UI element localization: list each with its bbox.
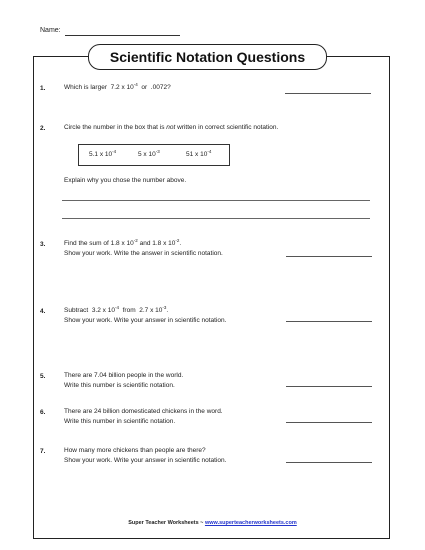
question-number-6: 6.	[40, 409, 46, 416]
q5-line-1: There are 7.04 billion people in the world.	[64, 372, 184, 379]
q2-prompt-not: not	[166, 124, 176, 131]
name-field-line[interactable]	[65, 35, 180, 36]
footer-brand: Super Teacher Worksheets	[128, 520, 199, 526]
q3-period: .	[179, 240, 182, 247]
answer-line-7[interactable]	[286, 462, 372, 463]
footer	[0, 520, 425, 526]
q1-prompt: Which is larger	[64, 84, 107, 91]
question-number-2: 2.	[40, 125, 46, 132]
q4-period: .	[166, 307, 169, 314]
answer-line-3[interactable]	[286, 256, 372, 257]
box-option-1-base: 5.1 x 10	[89, 151, 113, 158]
question-1-text	[64, 83, 171, 93]
q4-value-a-exp: -4	[114, 305, 119, 310]
q1-value-a-exp: -4	[133, 82, 138, 87]
frame-left-line	[33, 56, 34, 539]
q4-from: from	[122, 307, 136, 314]
q3-and: and	[139, 240, 151, 247]
box-option-3-base: 51 x 10	[186, 151, 208, 158]
q4-instructions: Show your work. Write your answer in scientific notation.	[64, 316, 227, 324]
answer-line-5[interactable]	[286, 386, 372, 387]
q1-value-a: 7.2 x 10	[110, 84, 134, 91]
box-option-2[interactable]	[138, 151, 160, 158]
answer-line-1[interactable]	[285, 93, 371, 94]
question-7-text	[64, 446, 226, 465]
q3-prompt: Find the sum of	[64, 240, 109, 247]
question-6-text	[64, 407, 223, 426]
q7-line-2: Show your work. Write your answer in scientific notation.	[64, 456, 227, 464]
q6-line-1: There are 24 billion domesticated chickens in the word.	[64, 408, 223, 415]
answer-line-4[interactable]	[286, 321, 372, 322]
question-2-text	[64, 123, 278, 133]
q7-line-1: How many more chickens than people are there?	[64, 447, 206, 454]
explain-line-2[interactable]	[62, 218, 370, 219]
q6-line-2: Write this number in scientific notation.	[64, 417, 176, 425]
answer-line-6[interactable]	[286, 422, 372, 423]
q4-prompt: Subtract	[64, 307, 89, 314]
question-3-text	[64, 239, 223, 258]
q3-value-b: 1.8 x 10	[152, 240, 176, 247]
question-number-7: 7.	[40, 448, 46, 455]
question-number-4: 4.	[40, 308, 46, 315]
question-number-1: 1.	[40, 85, 46, 92]
question-number-5: 5.	[40, 373, 46, 380]
q4-value-b-exp: -3	[162, 305, 167, 310]
q3-value-b-exp: -2	[175, 238, 180, 243]
q3-value-a-exp: -2	[133, 238, 138, 243]
q3-instructions: Show your work. Write the answer in scientific notation.	[64, 249, 223, 257]
q2-prompt-b: written in correct scientific notation.	[177, 124, 279, 131]
q5-line-2: Write this number is scientific notation.	[64, 381, 175, 389]
question-4-text	[64, 306, 226, 325]
box-option-2-base: 5 x 10	[138, 151, 156, 158]
box-option-3[interactable]	[186, 151, 211, 158]
explain-line-1[interactable]	[62, 200, 370, 201]
box-option-3-exp: -4	[207, 149, 212, 154]
question-number-3: 3.	[40, 241, 46, 248]
page-title: Scientific Notation Questions	[109, 49, 306, 65]
q3-value-a: 1.8 x 10	[110, 240, 134, 247]
frame-right-line	[389, 56, 390, 539]
footer-separator: ~	[198, 520, 205, 526]
q4-value-b: 2.7 x 10	[139, 307, 163, 314]
q1-value-b: .0072?	[150, 84, 171, 91]
explain-prompt: Explain why you chose the number above.	[64, 177, 187, 184]
box-option-2-exp: -3	[155, 149, 160, 154]
frame-bottom-line	[33, 538, 390, 539]
q1-or: or	[141, 84, 148, 91]
box-option-1-exp: -4	[112, 149, 117, 154]
q2-prompt-a: Circle the number in the box that is	[64, 124, 165, 131]
title-box	[88, 44, 327, 70]
name-label: Name:	[40, 27, 61, 34]
box-option-1[interactable]	[89, 151, 116, 158]
q4-value-a: 3.2 x 10	[91, 307, 115, 314]
footer-link[interactable]: www.superteacherworksheets.com	[204, 520, 297, 526]
question-5-text	[64, 371, 183, 390]
